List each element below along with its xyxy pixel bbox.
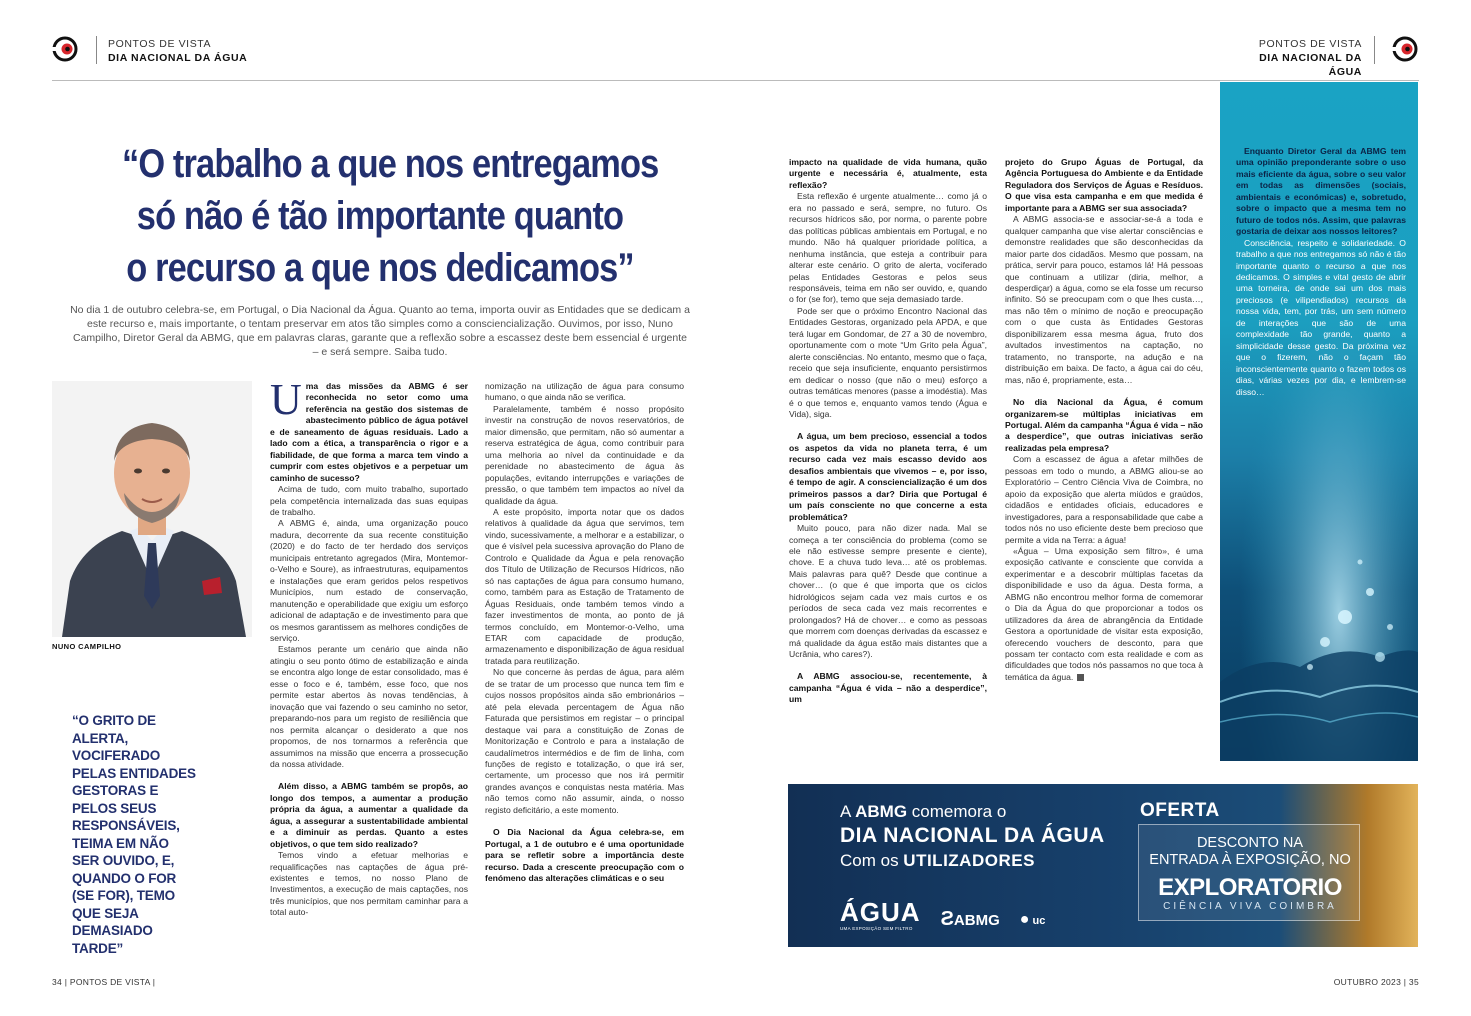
header-right (1228, 37, 1362, 79)
paragraph: Esta reflexão é urgente atualmente… como já o era no passado e será, sempre, no futuro. Os recursos hídricos são, por norma, o parente pobre das políticas públicas ambientais em Portugal, e no mundo. Não há qualquer prioridade política, a nenhuma instância, que esteja a contribuir para alterar este cenário. O grito de alerta, vociferado pelas Entidades Gestoras e pelos seus responsáveis, teima em não ser ouvido, e, quando o for (se for), temo que seja demasiado tarde. (789, 191, 987, 305)
header-section: DIA NACIONAL DA ÁGUA (1259, 52, 1362, 78)
paragraph: A água, um bem precioso, essencial a todos os aspetos da vida no planeta terra, é um recurso cada vez mais escasso devido aos desafios ambientais que vivemos – e, por isso, é tempo de agir. A consciencialização é um dos primeiros passos a dar? Diria que Portugal é um país consciente no que concerne a esta problemática? (789, 431, 987, 522)
paragraph: A ABMG associa-se e associar-se-á a toda e qualquer campanha que vise alertar consciências e demonstre realidades que são desconhecidas da maior parte dos cidadãos. Mesmo que possam, na prática, servir para pouco, estamos lá! Há pessoas que continuam a utilizar (diria, melhor, a desperdiçar) a água, como se ela fosse um recurso infinito. Só se preocupam com o que lhes custa…, mas não têm o mínimo de noção e preocupação com o que custa às Entidades Gestoras disponibilizarem essa mesma água, fruto dos avultados investimentos na captação, no tratamento, no transporte, na adução e na distribuição em baixa. De facto, a água cai do céu, mas, não é, propriamente, esta… (1005, 214, 1203, 385)
paragraph: nomização na utilização de água para consumo humano, o que ainda não se verifica. (485, 381, 684, 403)
sidebar-text (1236, 146, 1406, 398)
eye-logo-icon (1392, 36, 1418, 62)
uc-exploratorio-logo: ● uc (1019, 911, 1046, 928)
header-section: DIA NACIONAL DA ÁGUA (108, 52, 248, 64)
lead-paragraph: No dia 1 de outubro celebra-se, em Portugal, o Dia Nacional da Água. Quanto ao tema, importa ouvir as Entidades que se dedicam a este recurso e, mais importante, o tentam preservar em atos tão simples como a consciencialização. Ouvimos, por isso, Nuno Campilho, Diretor Geral da ABMG, que em palavras claras, garante que a reflexão sobre a escassez deste bem essencial é urgente – e será sempre. Saiba tudo. (70, 304, 690, 358)
paragraph-text: «Água – Uma exposição sem filtro», é uma exposição cativante e consciente que convida a experimentar e a descobrir múltiplas facetas da disponibilidade e uso da água. Desta forma, a ABMG não encontrou melhor forma de comemorar o Dia da Água do que proporcionar a todos os utilizadores da área de abrangência da Entidade Gestora a oportunidade de visitar esta exposição, oferecendo vouchers de desconto, para que possam ter contacto com esta realidade e com as dificuldades que todos nós passamos no que toca à temática da água. (1005, 545, 1203, 682)
paragraph: A ABMG é, ainda, uma organização pouco madura, decorrente da sua recente constituição (2020) e do facto de ter herdado dos serviços municipais entretanto agregados (Mira, Montemor-o-Velho e Soure), as infraestruturas, equipamentos e instalações que eram geridos pelos respetivos Municípios, num estado de conservação, manutenção e operabilidade que exigiu um esforço adicional de adaptação e de investimento para que os mesmos garantissem as melhores condições de serviço. (270, 518, 468, 643)
portrait-photo (52, 381, 252, 637)
paragraph (1005, 546, 1203, 683)
sidebar-answer: Consciência, respeito e solidariedade. O trabalho a que nos entregamos só não é tão importante quanto o recurso a que nos dedicamos. O simples e vital gesto de abrir uma torneira, de onde sai um dos mais preciosos (e vilipendiados) recursos da nossa vida, tem, por trás, um sem número de interações que são de uma complexidade tão grande, quanto a simplicidade desse gesto. Da próxima vez que o fizerem, não o façam tão inconscientemente quanto o fazem todos os dias, várias vezes por dia, e lembrem-se disso… (1236, 237, 1406, 397)
paragraph: Pode ser que o próximo Encontro Nacional das Entidades Gestoras, organizado pela APDA, e que terá lugar em Gondomar, de 27 a 30 de novembro, oportunamente com o mote “Um Grito pela Água”, alerte consciências. No entanto, mesmo que o faça, receio que seja insuficiente, enquanto persistirmos em dedicar o nosso (que não o meu) esforço a outras temáticas menores (passe a imodéstia). Mas é o que temos e, enquanto vamos tendo (Água e Vida), siga. (789, 305, 987, 419)
ad-logos (840, 896, 1045, 932)
paragraph: Estamos perante um cenário que ainda não atingiu o seu ponto ótimo de estabilização e ainda se encontra algo longe de estar consolidado, mas é esse o foco e é, também, esse foco, que nos permite estar abertos às novas tendências, à inovação que vai fazendo o seu caminho no setor, preparando-nos para um registo de resiliência que nos permita alcançar o desiderato a que nos propomos, de nos tornarmos a referência que assumimos na missão que encerra a prossecução da nossa atividade. (270, 644, 468, 769)
agua-logo: ÁGUA UMA EXPOSIÇÃO SEM FILTRO (840, 897, 921, 931)
article-column-2 (485, 381, 684, 884)
headline-line: “O trabalho a que nos entregamos (122, 142, 659, 186)
paragraph: Com a escassez de água a afetar milhões de pessoas em todo o mundo, a ABMG aliou-se ao Exploratório – Centro Ciência Viva de Coimbra, no apoio da exposição que alerta miúdos e graúdos, cidadãos e entidades oficiais, educadores e investigadores, para a responsabilidade que cabe a todos nós no uso eficiente deste bem precioso que permite a vida na Terra: a água! (1005, 454, 1203, 545)
offer-text: DESCONTO NA ENTRADA À EXPOSIÇÃO, NO (1149, 835, 1351, 868)
abmg-logo: ƧABMG (940, 908, 1000, 930)
paragraph: No dia Nacional da Água, é comum organizarem-se múltiplas iniciativas em Portugal. Além da campanha “Água é vida – não a desperdice”, que outras iniciativas serão realizadas pela empresa? (1005, 397, 1203, 453)
paragraph: Paralelamente, também é nosso propósito investir na construção de novos reservatórios, de maior dimensão, que permitam, não só aumentar a reserva estratégica de água, como contribuir para uma melhoria ao nível da continuidade e da perenidade no abastecimento de água às populações, evitando interrupções e variações de pressão, o que também tem impactos ao nível da qualidade da água. (485, 403, 684, 506)
paragraph: projeto do Grupo Águas de Portugal, da Agência Portuguesa do Ambiente e da Entidade Reguladora dos Serviços de Águas e Resíduos. O que visa esta campanha e em que medida é importante para a ABMG ser sua associada? (1005, 157, 1203, 213)
article-column-3 (789, 157, 987, 706)
end-mark-icon (1077, 674, 1084, 681)
folio-right: OUTUBRO 2023 | 35 (1333, 977, 1419, 987)
article-column-1 (270, 375, 468, 919)
offer-exploratorio: EXPLORATORIO (1158, 874, 1342, 901)
paragraph: A este propósito, importa notar que os dados relativos à qualidade da água que servimos, tem vindo, sucessivamente, a melhorar e a estabilizar, o que é visível pela sucessiva aprovação do Plano de Controlo e Qualidade da Água e pela renovação dos Título de Utilização de Recursos Hídricos, não só nas captações de água para consumo humano, como, também para as Estação de Tratamento de Águas Residuais, onde também temos vindo a fazer investimentos de monta, ao ponto de já termos concluído, em Montemor-o-Velho, uma ETAR com capacidade de produção, armazenamento e disponibilização de água residual tratada para reutilização. (485, 506, 684, 666)
paragraph: No que concerne às perdas de água, para além de se tratar de um processo que nunca tem fim e cujos nossos propósitos ainda são embrionários – até pela elevada percentagem de Água não Faturada que persistimos em registar – o principal destaque vai para a constituição de Zonas de Monitorização e Controlo e para a instalação de caudalímetros intermédios e de fim de linha, com funções de registo e totalização, o que irá ser, certamente, um processo que nos irá permitir grandes avanços e conquistas nesta matéria. Mas não temos como não assumir, ainda, o nosso registo deficitário, a este momento. (485, 667, 684, 815)
paragraph: Além disso, a ABMG também se propôs, ao longo dos tempos, a aumentar a produção própria da água, a aumentar a qualidade da água, a assegurar a sustentabilidade ambiental e a diminuir as perdas. Quanto a estes objetivos, o que tem sido realizado? (270, 781, 468, 849)
advertisement-banner[interactable] (788, 784, 1418, 947)
pull-quote: “O GRITO DE ALERTA, VOCIFERADO PELAS ENTIDADES GESTORAS E PELOS SEUS RESPONSÁVEIS, TEIMA EM NÃO SER OUVIDO, E, QUANDO O FOR (SE FOR), TEMO QUE SEJA DEMASIADO TARDE” (72, 713, 196, 956)
folio-left: 34 | PONTOS DE VISTA | (52, 977, 156, 987)
headline-line: o recurso a que nos dedicamos” (126, 246, 634, 290)
headline-line: só não é tão importante quanto (136, 194, 624, 238)
header-kicker: PONTOS DE VISTA (1258, 38, 1362, 50)
headline (122, 138, 659, 294)
paragraph: A ABMG associou-se, recentemente, à campanha “Água é vida – não a desperdice”, um (789, 671, 987, 705)
photo-caption: NUNO CAMPILHO (52, 642, 122, 651)
offer-ciencia-viva: CIÊNCIA VIVA COIMBRA (1163, 901, 1337, 912)
paragraph: impacto na qualidade de vida humana, quão urgente e necessária é, atualmente, esta reflexão? (789, 157, 987, 190)
sidebar-question: Enquanto Diretor Geral da ABMG tem uma opinião preponderante sobre o uso mais eficiente da água, sobre o seu valor em todas as dimensões (sociais, ambientais e económicas) e, sobretudo, sobre o impacto que a mesma tem no futuro de todos nós. Assim, que palavras gostaria de deixar aos nossos leitores? (1236, 146, 1406, 237)
paragraph-text: ma das missões da ABMG é ser reconhecida no setor como uma referência na gestão dos sistemas de abastecimento público de água potável e de saneamento de águas residuais. Lado a lado com a ética, a transparência o rigor e a fiabilidade, de que forma a marca tem vindo a cumprir com estes objetivos e a perpetuar um caminho de sucesso? (270, 381, 468, 483)
offer-title: OFERTA (1140, 800, 1220, 821)
paragraph: O Dia Nacional da Água celebra-se, em Portugal, a 1 de outubro e é uma oportunidade para se refletir sobre a importância deste recurso. Dada a crescente preocupação com o fenómeno das alterações climáticas e o seu (485, 827, 684, 884)
ad-line-3: Com os UTILIZADORES (840, 851, 1035, 870)
paragraph: Acima de tudo, com muito trabalho, suportado pela competência internalizada das suas equipas de trabalho. (270, 484, 468, 517)
eye-logo-icon (52, 36, 78, 62)
ad-line-2: DIA NACIONAL DA ÁGUA (840, 824, 1105, 847)
paragraph: Muito pouco, para não dizer nada. Mal se começa a ter consciência do problema (como se ele não estivesse sempre presente e ciente), chove. E a chuva tudo leva… até os problemas. Mais palavras para quê? Desde que continue a chover… (o que é que importa que os ciclos hidrológicos sejam cada vez mais curtos e os períodos de seca cada vez mais recorrentes e prolongados? Há de chover… e como as pessoas que morrem com doenças derivadas da escassez e má qualidade da água estão mais distantes que a Ucrânia, who cares?). (789, 523, 987, 660)
sidebar-box (1220, 82, 1418, 761)
article-column-4 (1005, 157, 1203, 683)
drop-cap: U (270, 375, 302, 424)
header-left (108, 37, 247, 65)
header-divider (96, 36, 97, 64)
ad-line-1: A ABMG comemora o (840, 802, 1007, 821)
header-rule (52, 80, 1419, 81)
header-divider (1374, 36, 1375, 64)
paragraph: Temos vindo a efetuar melhorias e requalificações nas captações de água pré-existentes e temos, no nosso Plano de Investimentos, a execução de mais captações, nos três municípios, que nos permitam caminhar para a total auto- (270, 850, 468, 918)
paragraph (270, 375, 468, 484)
offer-box (1138, 824, 1360, 921)
header-kicker: PONTOS DE VISTA (108, 38, 212, 50)
